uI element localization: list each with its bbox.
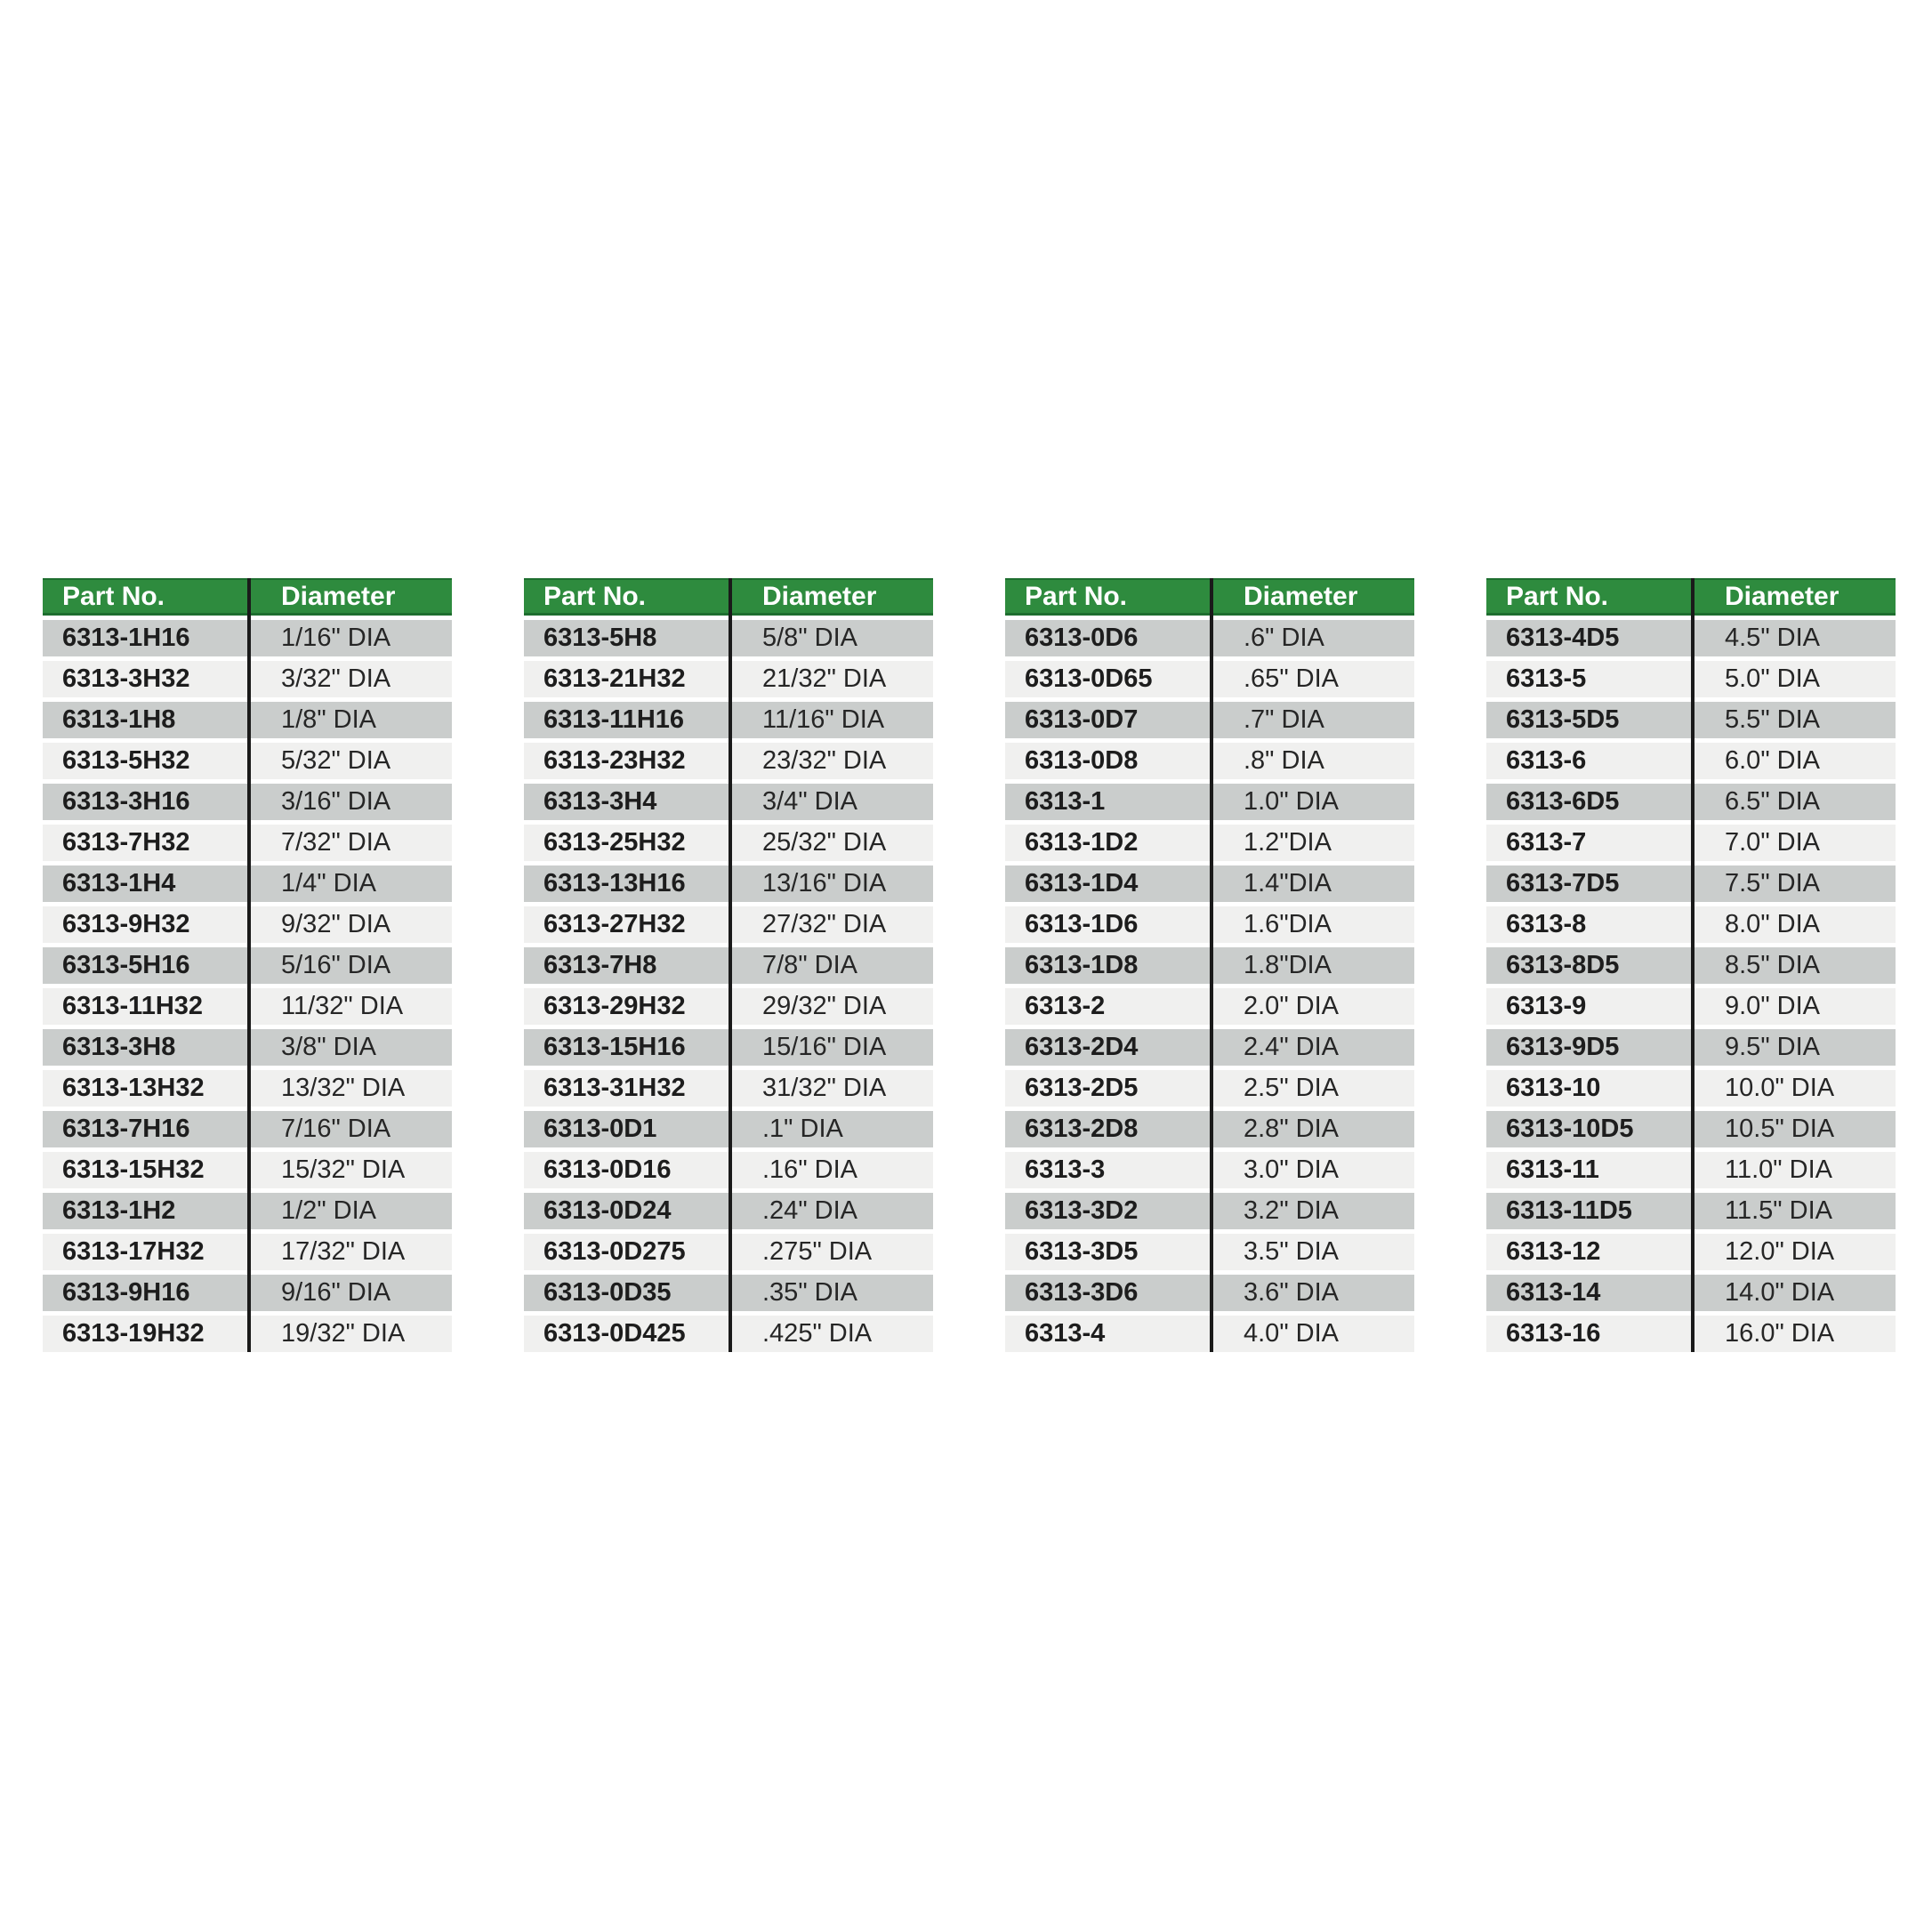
- diameter-cell: 9/32" DIA: [281, 910, 391, 938]
- part-no-cell: 6313-2D4: [1025, 1033, 1139, 1061]
- diameter-cell: 10.0" DIA: [1725, 1074, 1835, 1102]
- part-no-cell: 6313-3H32: [62, 664, 190, 693]
- part-no-cell: 6313-1D6: [1025, 910, 1139, 938]
- part-table: [1486, 578, 1896, 1352]
- diameter-cell: 9/16" DIA: [281, 1278, 391, 1307]
- diameter-cell: 1/4" DIA: [281, 869, 377, 898]
- part-no-cell: 6313-3D6: [1025, 1278, 1139, 1307]
- part-no-cell: 6313-5: [1506, 664, 1587, 693]
- column-header-diameter: Diameter: [1244, 581, 1358, 611]
- diameter-cell: .65" DIA: [1244, 664, 1340, 693]
- part-no-cell: 6313-8D5: [1506, 951, 1620, 979]
- part-no-cell: 6313-0D16: [543, 1155, 672, 1184]
- diameter-cell: 3/4" DIA: [762, 787, 858, 816]
- part-no-cell: 6313-0D24: [543, 1196, 672, 1225]
- diameter-cell: .8" DIA: [1244, 746, 1324, 775]
- diameter-cell: 15/16" DIA: [762, 1033, 887, 1061]
- column-divider-line: [1210, 578, 1213, 1352]
- part-no-cell: 6313-11D5: [1506, 1196, 1632, 1225]
- diameter-cell: 23/32" DIA: [762, 746, 887, 775]
- diameter-cell: 3.0" DIA: [1244, 1155, 1340, 1184]
- diameter-cell: 8.5" DIA: [1725, 951, 1821, 979]
- part-no-cell: 6313-3H16: [62, 787, 190, 816]
- diameter-cell: .425" DIA: [762, 1319, 873, 1348]
- part-no-cell: 6313-3H8: [62, 1033, 176, 1061]
- diameter-cell: 7/8" DIA: [762, 951, 858, 979]
- part-no-cell: 6313-3D5: [1025, 1237, 1139, 1266]
- diameter-cell: .16" DIA: [762, 1155, 858, 1184]
- part-no-cell: 6313-16: [1506, 1319, 1601, 1348]
- part-no-cell: 6313-15H16: [543, 1033, 686, 1061]
- diameter-cell: 5/8" DIA: [762, 624, 858, 652]
- part-no-cell: 6313-15H32: [62, 1155, 205, 1184]
- part-no-cell: 6313-0D8: [1025, 746, 1139, 775]
- diameter-cell: 19/32" DIA: [281, 1319, 406, 1348]
- part-no-cell: 6313-19H32: [62, 1319, 205, 1348]
- diameter-cell: 5/32" DIA: [281, 746, 391, 775]
- diameter-cell: 17/32" DIA: [281, 1237, 406, 1266]
- diameter-cell: 1.2"DIA: [1244, 828, 1332, 857]
- diameter-cell: 13/16" DIA: [762, 869, 887, 898]
- diameter-cell: 14.0" DIA: [1725, 1278, 1835, 1307]
- part-no-cell: 6313-1D8: [1025, 951, 1139, 979]
- column-header-part-no: Part No.: [62, 581, 165, 611]
- diameter-cell: 1.6"DIA: [1244, 910, 1332, 938]
- diameter-cell: 3/8" DIA: [281, 1033, 377, 1061]
- part-no-cell: 6313-4: [1025, 1319, 1106, 1348]
- part-no-cell: 6313-31H32: [543, 1074, 686, 1102]
- part-table: [43, 578, 452, 1352]
- diameter-cell: 7/16" DIA: [281, 1115, 391, 1143]
- diameter-cell: 7.0" DIA: [1725, 828, 1821, 857]
- part-no-cell: 6313-9D5: [1506, 1033, 1620, 1061]
- diameter-cell: 1/8" DIA: [281, 705, 377, 734]
- diameter-cell: 10.5" DIA: [1725, 1115, 1835, 1143]
- diameter-cell: 7.5" DIA: [1725, 869, 1821, 898]
- part-table: [524, 578, 933, 1352]
- part-no-cell: 6313-6D5: [1506, 787, 1620, 816]
- diameter-cell: 11/16" DIA: [762, 705, 885, 734]
- diameter-cell: 9.0" DIA: [1725, 992, 1821, 1020]
- part-no-cell: 6313-5H16: [62, 951, 190, 979]
- part-no-cell: 6313-0D6: [1025, 624, 1139, 652]
- part-no-cell: 6313-4D5: [1506, 624, 1620, 652]
- diameter-cell: 4.5" DIA: [1725, 624, 1821, 652]
- part-no-cell: 6313-13H32: [62, 1074, 205, 1102]
- part-no-cell: 6313-2D5: [1025, 1074, 1139, 1102]
- part-no-cell: 6313-1D2: [1025, 828, 1139, 857]
- diameter-cell: 11/32" DIA: [281, 992, 404, 1020]
- part-no-cell: 6313-7H32: [62, 828, 190, 857]
- diameter-cell: 27/32" DIA: [762, 910, 887, 938]
- diameter-cell: 11.0" DIA: [1725, 1155, 1832, 1184]
- diameter-cell: 21/32" DIA: [762, 664, 887, 693]
- part-no-cell: 6313-1H16: [62, 624, 190, 652]
- part-no-cell: 6313-11H16: [543, 705, 685, 734]
- part-no-cell: 6313-11H32: [62, 992, 204, 1020]
- diameter-cell: 29/32" DIA: [762, 992, 887, 1020]
- diameter-cell: 1.4"DIA: [1244, 869, 1332, 898]
- diameter-cell: 9.5" DIA: [1725, 1033, 1821, 1061]
- column-divider-line: [1691, 578, 1695, 1352]
- diameter-cell: 15/32" DIA: [281, 1155, 406, 1184]
- diameter-cell: 7/32" DIA: [281, 828, 391, 857]
- diameter-cell: .6" DIA: [1244, 624, 1324, 652]
- part-no-cell: 6313-7H8: [543, 951, 657, 979]
- diameter-cell: 4.0" DIA: [1244, 1319, 1340, 1348]
- diameter-cell: .7" DIA: [1244, 705, 1324, 734]
- part-no-cell: 6313-12: [1506, 1237, 1601, 1266]
- diameter-cell: 3/16" DIA: [281, 787, 391, 816]
- diameter-cell: 13/32" DIA: [281, 1074, 406, 1102]
- part-no-cell: 6313-1H2: [62, 1196, 176, 1225]
- part-no-cell: 6313-5H8: [543, 624, 657, 652]
- diameter-cell: 16.0" DIA: [1725, 1319, 1835, 1348]
- diameter-cell: 31/32" DIA: [762, 1074, 887, 1102]
- diameter-cell: 5/16" DIA: [281, 951, 391, 979]
- column-divider-line: [247, 578, 251, 1352]
- part-no-cell: 6313-23H32: [543, 746, 686, 775]
- diameter-cell: .35" DIA: [762, 1278, 858, 1307]
- part-no-cell: 6313-3H4: [543, 787, 657, 816]
- part-no-cell: 6313-0D35: [543, 1278, 672, 1307]
- part-no-cell: 6313-17H32: [62, 1237, 205, 1266]
- part-no-cell: 6313-25H32: [543, 828, 686, 857]
- column-header-part-no: Part No.: [1025, 581, 1128, 611]
- part-no-cell: 6313-21H32: [543, 664, 686, 693]
- part-no-cell: 6313-9H32: [62, 910, 190, 938]
- part-no-cell: 6313-0D425: [543, 1319, 686, 1348]
- part-no-cell: 6313-3: [1025, 1155, 1106, 1184]
- part-table: [1005, 578, 1414, 1352]
- diameter-cell: 1/2" DIA: [281, 1196, 377, 1225]
- diameter-cell: 1.0" DIA: [1244, 787, 1340, 816]
- part-no-cell: 6313-0D275: [543, 1237, 686, 1266]
- diameter-cell: 6.5" DIA: [1725, 787, 1821, 816]
- part-diameter-tables: [43, 578, 1896, 1352]
- diameter-cell: .275" DIA: [762, 1237, 873, 1266]
- part-no-cell: 6313-5H32: [62, 746, 190, 775]
- part-no-cell: 6313-1H4: [62, 869, 176, 898]
- part-no-cell: 6313-10: [1506, 1074, 1601, 1102]
- part-no-cell: 6313-8: [1506, 910, 1587, 938]
- column-header-part-no: Part No.: [1506, 581, 1609, 611]
- part-no-cell: 6313-0D1: [543, 1115, 657, 1143]
- part-no-cell: 6313-27H32: [543, 910, 686, 938]
- part-no-cell: 6313-2: [1025, 992, 1106, 1020]
- diameter-cell: .24" DIA: [762, 1196, 858, 1225]
- diameter-cell: .1" DIA: [762, 1115, 843, 1143]
- diameter-cell: 2.5" DIA: [1244, 1074, 1340, 1102]
- part-no-cell: 6313-2D8: [1025, 1115, 1139, 1143]
- column-header-diameter: Diameter: [1725, 581, 1839, 611]
- column-header-diameter: Diameter: [281, 581, 396, 611]
- column-divider-line: [729, 578, 732, 1352]
- part-no-cell: 6313-7D5: [1506, 869, 1620, 898]
- part-no-cell: 6313-7H16: [62, 1115, 190, 1143]
- diameter-cell: 2.4" DIA: [1244, 1033, 1340, 1061]
- part-no-cell: 6313-6: [1506, 746, 1587, 775]
- part-no-cell: 6313-11: [1506, 1155, 1599, 1184]
- diameter-cell: 2.0" DIA: [1244, 992, 1340, 1020]
- diameter-cell: 3/32" DIA: [281, 664, 391, 693]
- diameter-cell: 12.0" DIA: [1725, 1237, 1835, 1266]
- diameter-cell: 6.0" DIA: [1725, 746, 1821, 775]
- diameter-cell: 1.8"DIA: [1244, 951, 1332, 979]
- diameter-cell: 1/16" DIA: [281, 624, 391, 652]
- part-no-cell: 6313-5D5: [1506, 705, 1620, 734]
- part-no-cell: 6313-29H32: [543, 992, 686, 1020]
- part-no-cell: 6313-0D65: [1025, 664, 1153, 693]
- diameter-cell: 5.0" DIA: [1725, 664, 1821, 693]
- diameter-cell: 3.5" DIA: [1244, 1237, 1340, 1266]
- part-no-cell: 6313-14: [1506, 1278, 1601, 1307]
- part-no-cell: 6313-1H8: [62, 705, 176, 734]
- diameter-cell: 8.0" DIA: [1725, 910, 1821, 938]
- diameter-cell: 11.5" DIA: [1725, 1196, 1832, 1225]
- part-no-cell: 6313-10D5: [1506, 1115, 1634, 1143]
- diameter-cell: 3.6" DIA: [1244, 1278, 1340, 1307]
- part-no-cell: 6313-0D7: [1025, 705, 1139, 734]
- part-no-cell: 6313-1: [1025, 787, 1106, 816]
- diameter-cell: 5.5" DIA: [1725, 705, 1821, 734]
- part-no-cell: 6313-9H16: [62, 1278, 190, 1307]
- diameter-cell: 3.2" DIA: [1244, 1196, 1340, 1225]
- column-header-diameter: Diameter: [762, 581, 877, 611]
- column-header-part-no: Part No.: [543, 581, 647, 611]
- part-no-cell: 6313-13H16: [543, 869, 686, 898]
- diameter-cell: 2.8" DIA: [1244, 1115, 1340, 1143]
- part-no-cell: 6313-1D4: [1025, 869, 1139, 898]
- part-no-cell: 6313-3D2: [1025, 1196, 1139, 1225]
- part-no-cell: 6313-9: [1506, 992, 1587, 1020]
- diameter-cell: 25/32" DIA: [762, 828, 887, 857]
- part-no-cell: 6313-7: [1506, 828, 1587, 857]
